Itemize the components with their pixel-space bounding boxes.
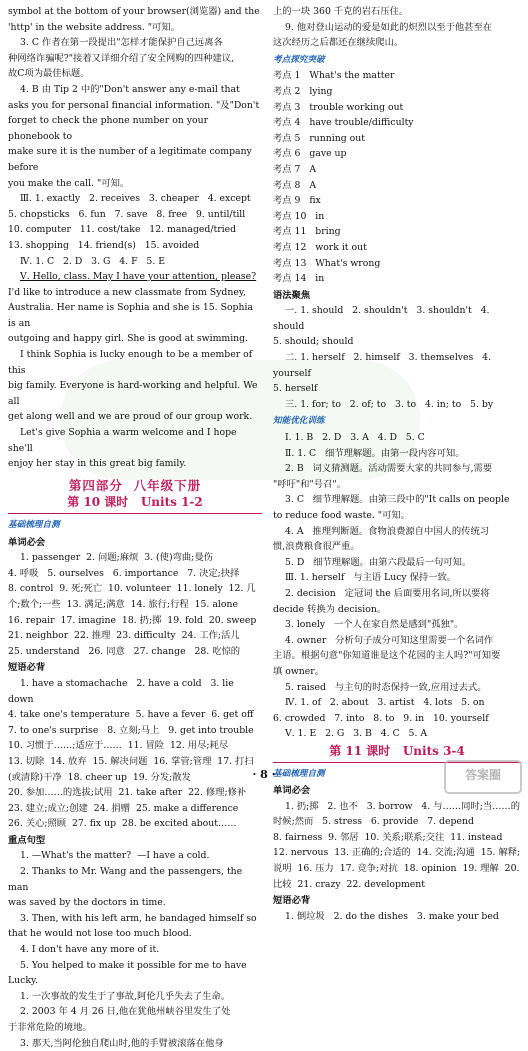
key-point-line: 考点 1 What's the matter — [273, 70, 395, 82]
text-line: 5. should; should — [273, 336, 354, 348]
text-line: Lucky. — [8, 975, 38, 987]
text-line: 1. 倒垃圾 2. do the dishes 3. make your bed — [285, 910, 499, 922]
text-line: 3. C 细节理解题。由第三段中的"It calls on people — [285, 494, 510, 506]
text-line: forget to check the phone number on your phonebook to — [8, 115, 212, 142]
text-line: Ⅲ. 1. exactly 2. receives 3. cheaper 4. except — [20, 193, 251, 205]
text-line: 4. take one's temperature 5. have a fever 6. get off — [8, 709, 254, 721]
text-line: 4. owner 分析句子成分可知这里需要一个名词作 — [285, 634, 494, 646]
text-line: 1. passenger 2. 问题;麻烦 3. (使)弯曲;曼伤 — [20, 552, 213, 564]
text-line: 1. 扔;掷 2. 也不 3. borrow 4. 与……同时;当……的时候;然而 5. stress 6. provide 7. depend — [273, 800, 521, 828]
text-line: Australia. Her name is Sophia and she is 15. Sophia is an — [8, 302, 256, 329]
text-line: 10. 习惯于……;适应于…… 11. 冒险 12. 用尽;耗尽 — [8, 740, 229, 752]
text-line: "呼吁"和"号召"。 — [273, 478, 346, 490]
text-line: Ⅲ. 1. herself 与主语 Lucy 保持一致。 — [285, 572, 457, 584]
text-line: 种网络诈骗呢?"接着又详细介绍了安全网购的四种建议, — [8, 52, 235, 64]
text-line: 2. B 词义猜测题。活动需要大家的共同参与,需要 — [285, 463, 493, 475]
subsection-heading: 短语必背 — [8, 662, 46, 674]
text-line: was saved by the doctors in time. — [8, 897, 166, 909]
section-heading: 基础梳理自测 — [273, 768, 325, 779]
text-line: outgoing and happy girl. She is good at swimming. — [8, 333, 249, 345]
text-line: 1. —What's the matter? —I have a cold. — [20, 850, 210, 862]
text-line: 上的一块 360 千克的岩石压住。 — [273, 6, 409, 17]
text-line: I'd like to introduce a new classmate from Sydney, — [8, 286, 246, 298]
key-point-line: 考点 7 A — [273, 163, 317, 175]
text-line: 3. lonely 一个人在家自然是感到"孤独"。 — [285, 619, 464, 631]
text-line: 4. I don't have any more of it. — [20, 944, 160, 956]
text-line: 一. 1. should 2. shouldn't 3. shouldn't 4. should — [273, 305, 493, 332]
text-line: 二. 1. herself 2. himself 3. themselves 4. yourself — [273, 352, 495, 379]
text-line: 26. 关心;照顾 27. fix up 28. be excited about…… — [8, 818, 237, 830]
text-line: 2. 2003 年 4 月 26 日,他在犹他州峡谷里发生了处 — [20, 1006, 231, 1018]
text-line: to reduce food waste. "可知。 — [273, 510, 410, 521]
subsection-heading: 语法聚焦 — [273, 289, 311, 301]
text-line: 5. You helped to make it possible for me to have — [20, 959, 247, 971]
text-line: 4. B 由 Tip 2 中的"Don't answer any e-mail that — [20, 83, 240, 95]
text-line: Ⅰ. 1. B 2. D 3. A 4. D 5. C — [285, 432, 425, 444]
section-heading: 知能优化训练 — [273, 416, 325, 427]
key-point-line: 考点 14 in — [273, 273, 325, 285]
text-line: Ⅳ. 1. C 2. D 3. G 4. F 5. E — [20, 255, 166, 267]
text-line: enjoy her stay in this great big family. — [8, 458, 187, 470]
text-line: 16. repair 17. imagine 18. 扔;掷 19. fold 20. sweep — [8, 614, 257, 626]
subsection-heading: 单词必会 — [8, 536, 46, 548]
text-line: 4. A 推理判断题。食物浪费源自中国人的传统习 — [285, 525, 490, 537]
page-number: · 8 · — [252, 768, 276, 781]
section-heading: 考点探究突破 — [273, 54, 325, 65]
text-line: 9. 他对登山运动的爱是如此的炽烈以至于他甚至在 — [285, 21, 493, 33]
text-line: 2. Thanks to Mr. Wang and the passengers, the man — [8, 866, 246, 893]
part-banner: 第四部分 八年级下册 — [68, 477, 202, 493]
subsection-heading: 单词必会 — [273, 785, 311, 797]
text-line: 21. neighbor 22. 推理 23. difficulty 24. 工作;活儿 — [8, 630, 240, 642]
text-line: 5. herself — [273, 383, 318, 395]
key-point-line: 考点 10 in — [273, 210, 325, 222]
text-line: 13. shopping 14. friend(s) 15. avoided — [8, 239, 200, 251]
text-line: Ⅱ. 1. C 细节理解题。由第一段内容可知。 — [285, 447, 465, 459]
text-line: 3. 那天,当阿伦独自爬山时,他的手臂被滚落在他身 — [20, 1037, 224, 1049]
text-line: asks you for personal financial information. "及"Don't — [8, 99, 260, 111]
text-line: that he would not lose too much blood. — [8, 928, 192, 940]
text-line: 这次经历之后都还在继续爬山。 — [273, 37, 404, 49]
text-line: you make the call. "可知。 — [8, 177, 130, 189]
text-line: 3. C 作者在第一段提出"怎样才能保护自己远离各 — [20, 37, 223, 49]
text-line: decide 转换为 decision。 — [273, 603, 387, 615]
text-line: 12. nervous 13. 正确的;合适的 14. 交流;沟通 15. 解释;说明 16. 压力 17. 竞争;对抗 18. opinion 19. 理解 20. 比较 21. crazy 22. development — [273, 847, 523, 890]
text-line: 10. computer 11. cost/take 12. managed/tried — [8, 224, 237, 236]
text-line: 5. raised 与主句的时态保持一致,应用过去式。 — [285, 681, 487, 693]
text-line: 主语。根据句意"你知道谁是这个花园的主人吗?"可知要 — [273, 650, 501, 662]
text-line: 填 owner。 — [273, 665, 325, 677]
text-line: 13. 切除 14. 放弃 15. 解决问题 16. 掌管;管理 17. 打扫(或清除)干净 18. cheer up 19. 分发;散发 — [8, 755, 254, 783]
text-line: 惯,浪费粮食很严重。 — [273, 541, 360, 553]
text-line: 6. crowded 7. into 8. to 9. in 10. yourself — [273, 712, 489, 724]
key-point-line: 考点 6 gave up — [273, 148, 347, 160]
key-point-line: 考点 4 have trouble/difficulty — [273, 117, 414, 129]
key-point-line: 考点 8 A — [273, 179, 317, 191]
text-line: 于非常危险的境地。 — [8, 1022, 92, 1033]
text-line: 5. chopsticks 6. fun 7. save 8. free 9. until/till — [8, 208, 246, 220]
text-line: get along well and we are proud of our group work. — [8, 411, 253, 423]
text-line: make sure it is the number of a legitimate company before — [8, 146, 255, 173]
text-line: 8. fairness 9. 邻居 10. 关系;联系;交往 11. instead — [273, 831, 503, 843]
text-line: 23. 建立;成立;创建 24. 捐赠 25. make a difference — [8, 802, 239, 814]
text-line: Let's give Sophia a warm welcome and I hope she'll — [8, 427, 240, 454]
subsection-heading: 重点句型 — [8, 834, 46, 846]
text-line: 4. 呼吸 5. ourselves 6. importance 7. 决定;抉择 — [8, 567, 240, 579]
text-line: Ⅳ. 1. of 2. about 3. artist 4. lots 5. on — [285, 697, 485, 709]
key-point-line: 考点 13 What's wrong — [273, 257, 381, 269]
key-point-line: 考点 3 trouble working out — [273, 101, 404, 113]
section-heading: 基础梳理自测 — [8, 520, 60, 530]
text-line: 2. decision 定冠词 the 后面要用名词,所以要将 — [285, 587, 490, 599]
key-point-line: 考点 5 running out — [273, 132, 365, 144]
key-point-line: 考点 2 lying — [273, 85, 333, 97]
text-line: I think Sophia is lucky enough to be a member of this — [8, 349, 256, 376]
text-line: 7. to one's surprise 8. 立刻;马上 9. get into trouble — [8, 724, 254, 736]
text-line: 25. understand 26. 同意 27. change 28. 吃惊的 — [8, 645, 241, 657]
watermark-logo: 答案圈 — [444, 760, 522, 794]
subsection-heading: 短语必背 — [273, 895, 311, 907]
text-line: 1. 一次事故的发生于了事故,阿伦几乎失去了生命。 — [20, 990, 231, 1002]
text-line: 1. have a stomachache 2. have a cold 3. lie down — [8, 677, 237, 705]
left-column — [8, 4, 262, 1051]
text-line: Ⅴ. Hello, class. May I have your attention, please? — [20, 271, 257, 283]
text-line: 'http' in the website address. "可知。 — [8, 21, 180, 33]
text-line: 20. 参加……的选拔;试用 21. take after 22. 修理;修补 — [8, 787, 247, 799]
key-point-line: 考点 11 bring — [273, 226, 341, 238]
text-line: big family. Everyone is hard-working and helpful. We all — [8, 380, 261, 407]
lesson-title: 第 11 课时 Units 3-4 — [273, 744, 521, 763]
text-line: 3. Then, with his left arm, he bandaged himself so — [20, 912, 257, 924]
key-point-line: 考点 12 work it out — [273, 241, 367, 253]
text-line: 三. 1. for; to 2. of; to 3. to 4. in; to 5. by — [285, 398, 494, 410]
text-line: Ⅴ. 1. E 2. G 3. B 4. C 5. A — [285, 728, 428, 740]
key-point-line: 考点 9 fix — [273, 195, 321, 207]
text-line: 故C项为最佳标题。 — [8, 68, 90, 80]
lesson-title: 第 10 课时 Units 1-2 — [8, 495, 262, 514]
text-line: symbol at the bottom of your browser(浏览器) and the — [8, 6, 260, 17]
text-line: 5. D 细节理解题。由第六段最后一句可知。 — [285, 556, 472, 568]
text-line: 8. control 9. 死;死亡 10. volunteer 11. lonely 12. 几个;数个;一些 13. 满足;满意 14. 旅行;行程 15. alone — [8, 583, 256, 610]
